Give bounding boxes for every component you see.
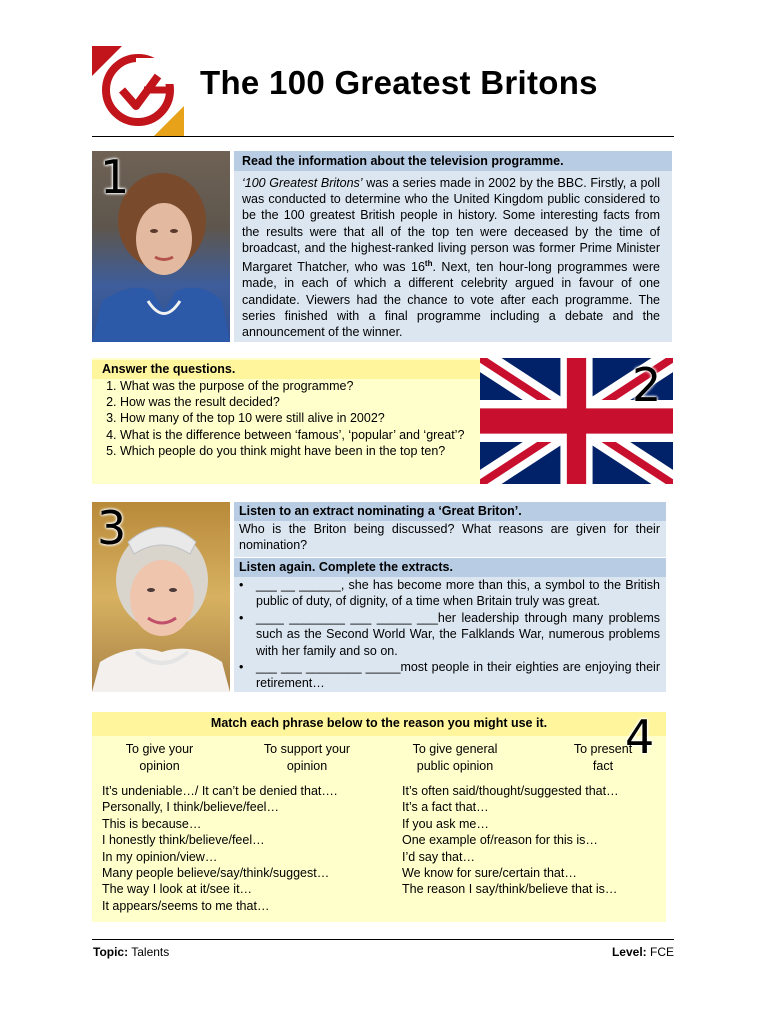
column-give-opinion: To give your opinion — [125, 742, 194, 773]
question-item: 1. What was the purpose of the programme? — [120, 378, 476, 394]
phrase-item: One example of/reason for this is… — [402, 833, 598, 848]
header-divider — [92, 136, 674, 137]
footer-topic — [93, 945, 169, 959]
column-public-opinion: To give general public opinion — [412, 742, 498, 773]
question-list — [92, 378, 476, 459]
section3-question: Who is the Briton being discussed? What reasons are given for their nomination? — [234, 521, 666, 557]
section-number-4: 4 — [625, 710, 655, 764]
section-number-1: 1 — [100, 150, 130, 204]
programme-title: ‘100 Greatest Britons’ — [242, 176, 363, 190]
footer-level — [612, 945, 674, 959]
extract-item: • ___ ___ ________ _____most people in their eighties are enjoying their retirement… — [256, 659, 660, 692]
section4-heading: Match each phrase below to the reason you might use it. — [92, 712, 666, 736]
level-label: Level: — [611, 945, 647, 959]
phrase-item: It appears/seems to me that… — [102, 898, 270, 913]
section1-heading: Read the information about the television programme. — [234, 151, 672, 171]
phrase-list-left — [102, 783, 392, 914]
phrase-item: The reason I say/think/believe that is… — [402, 882, 618, 897]
question-item: 4. What is the difference between ‘famous’, ‘popular’ and ‘great’? — [120, 427, 476, 443]
phrase-item: It’s undeniable…/ It can’t be denied that…. — [102, 784, 338, 798]
level-value: FCE — [650, 945, 674, 959]
phrase-item: In my opinion/view… — [102, 849, 218, 864]
section-number-2: 2 — [632, 358, 662, 412]
phrase-item: This is because… — [102, 816, 202, 831]
topic-label: Topic: — [93, 945, 129, 959]
phrase-item: I’d say that… — [402, 849, 475, 864]
question-item: 3. How many of the top 10 were still alive in 2002? — [120, 410, 476, 426]
phrase-item: Many people believe/say/think/suggest… — [102, 866, 330, 881]
ordinal-suffix: th — [424, 259, 433, 269]
column-present-fact: To present fact — [573, 742, 633, 773]
extract-list — [234, 577, 666, 692]
section-number-3: 3 — [97, 501, 127, 555]
topic-value: Talents — [131, 945, 170, 959]
phrase-item: I honestly think/believe/feel… — [102, 833, 265, 848]
phrase-item: It’s often said/thought/suggested that… — [402, 784, 619, 798]
footer-divider — [92, 939, 674, 940]
phrase-item: The way I look at it/see it… — [102, 882, 253, 897]
phrase-list-right — [402, 783, 662, 898]
column-support-opinion: To support your opinion — [263, 742, 351, 773]
section1-body — [234, 171, 672, 342]
question-item: 5. Which people do you think might have been in the top ten? — [120, 443, 476, 459]
section2-heading: Answer the questions. — [92, 360, 480, 379]
section1-text-a: was a series made in 2002 by the BBC. Firstly, a poll was conducted to determine who the United Kingdom public considered to be the 100 greatest British people in history. Some interesting facts from the results were that all of the top ten were deceased by the time of broadcast, and the highest-ranked living person was former Prime Minister Margaret Thatcher, who was 16 — [242, 176, 660, 275]
extract-item: • ____ ________ ___ _____ ___her leadership through many problems such as the Second World War, the Falklands War, numerous problems with her family and so on. — [256, 610, 660, 659]
page-title: The 100 Greatest Britons — [200, 64, 598, 101]
phrase-item: Personally, I think/believe/feel… — [102, 800, 279, 815]
section1-text-b: . Next, ten hour-long programmes were made, in each of which a different celebrity argued in favour of one candidate. Viewers had the chance to vote after each programme. The series finished with a final programme including a debate and the announcement of the winner. — [242, 260, 660, 339]
extract-item: • ___ __ ______, she has become more than this, a symbol to the British public of duty, of dignity, of a time when Britain truly was great. — [256, 577, 660, 610]
logo — [92, 46, 184, 136]
section3-heading-complete: Listen again. Complete the extracts. — [234, 558, 666, 577]
phrase-item: If you ask me… — [402, 816, 489, 831]
phrase-item: It’s a fact that… — [402, 800, 489, 815]
phrase-item: We know for sure/certain that… — [402, 866, 577, 881]
question-item: 2. How was the result decided? — [120, 394, 476, 410]
section3-heading-listen: Listen to an extract nominating a ‘Great Briton’. — [234, 502, 666, 521]
